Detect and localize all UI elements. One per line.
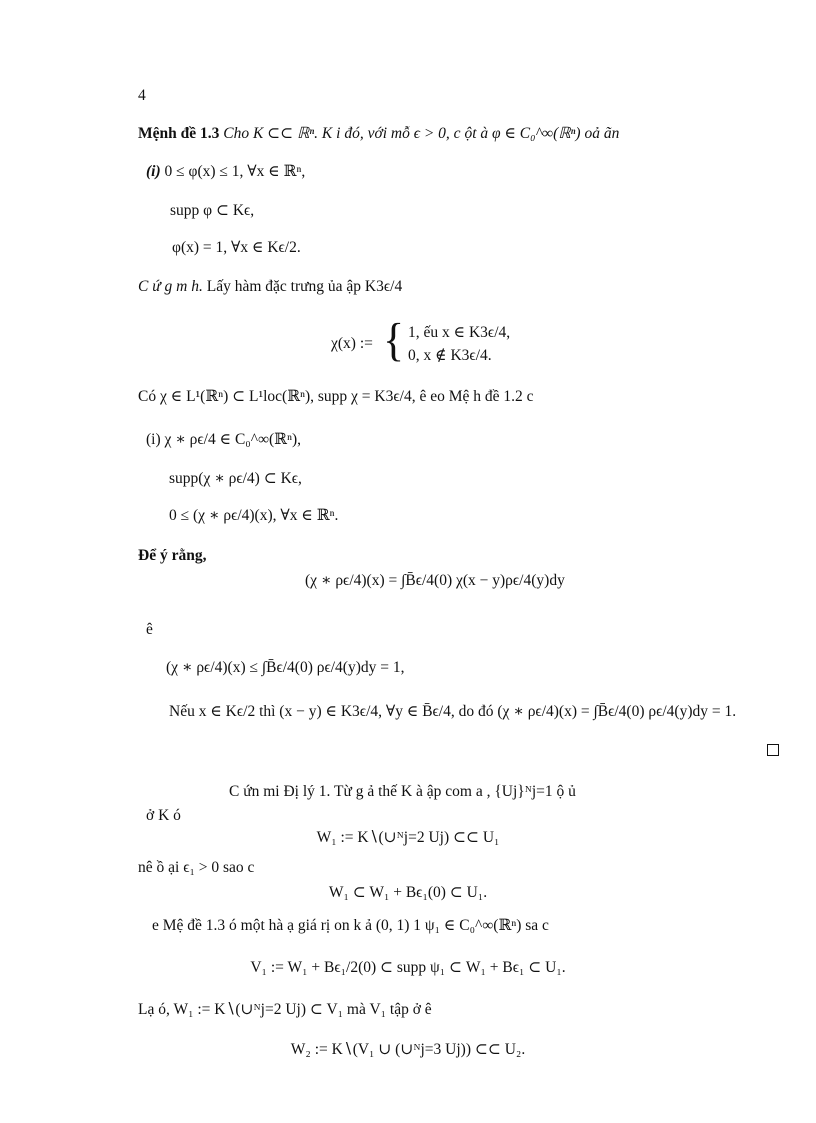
proposition-label: Mệnh đề 1.3 bbox=[138, 125, 220, 142]
theorem-proof-line-4: e Mệ đề 1.3 ó một hà ạ giá rị on k ả (0, 1) 1 ψ₁ ∈ C₀^∞(ℝⁿ) sa c bbox=[152, 917, 549, 934]
condition-iii: φ(x) = 1, ∀x ∈ Kϵ/2. bbox=[172, 239, 301, 256]
chi-case-1: 1, ếu x ∈ K3ϵ/4, bbox=[408, 324, 511, 341]
theorem-proof-heading: C ứn mi Đị lý 1. Từ g ả thế K à ập com a , {Uj}ᴺj=1 ộ ủ bbox=[229, 783, 576, 800]
theorem-proof-line-2: ở K ó bbox=[146, 807, 181, 824]
w2-definition: W₂ := K∖(V₁ ∪ (∪ᴺj=3 Uj)) ⊂⊂ U₂. bbox=[290, 1041, 526, 1058]
convolution-integral: (χ ∗ ρϵ/4)(x) = ∫B̄ϵ/4(0) χ(x − y)ρϵ/4(y)dy bbox=[305, 572, 565, 589]
theorem-proof-line-5: Lạ ó, W₁ := K∖(∪ᴺj=2 Uj) ⊂ V₁ mà V₁ tập ở ê bbox=[138, 1001, 432, 1018]
convolution-item-2: supp(χ ∗ ρϵ/4) ⊂ Kϵ, bbox=[169, 470, 302, 487]
chi-definition-lhs: χ(x) := bbox=[331, 335, 373, 352]
proposition-text: Cho K ⊂⊂ ℝⁿ. K i đó, với mỗ ϵ > 0, c ột à φ ∈ C₀^∞(ℝⁿ) oả ãn bbox=[223, 125, 620, 142]
v1-definition: V₁ := W₁ + Bϵ₁/2(0) ⊂ supp ψ₁ ⊂ W₁ + Bϵ₁ ⊂ U₁. bbox=[250, 959, 566, 976]
condition-i bbox=[146, 162, 305, 182]
page-number: 4 bbox=[138, 87, 146, 104]
bound-inequality: (χ ∗ ρϵ/4)(x) ≤ ∫B̄ϵ/4(0) ρϵ/4(y)dy = 1, bbox=[166, 659, 405, 676]
convolution-item-3: 0 ≤ (χ ∗ ρϵ/4)(x), ∀x ∈ ℝⁿ. bbox=[169, 507, 339, 524]
w1-definition: W₁ := K∖(∪ᴺj=2 Uj) ⊂⊂ U₁ bbox=[316, 829, 500, 846]
qed-square-icon bbox=[767, 744, 779, 756]
w1-inclusion: W₁ ⊂ W₁ + Bϵ₁(0) ⊂ U₁. bbox=[328, 884, 488, 901]
theorem-proof-line-3: nê ồ ại ϵ₁ > 0 sao c bbox=[138, 859, 255, 876]
convolution-item-1: (i) χ ∗ ρϵ/4 ∈ C₀^∞(ℝⁿ), bbox=[146, 431, 301, 448]
chi-case-2: 0, x ∉ K3ϵ/4. bbox=[408, 347, 492, 364]
left-brace-icon: { bbox=[383, 314, 405, 367]
if-statement: Nếu x ∈ Kϵ/2 thì (x − y) ∈ K3ϵ/4, ∀y ∈ B̄ϵ/4, do đó (χ ∗ ρϵ/4)(x) = ∫B̄ϵ/4(0) ρϵ/4(y)dy = 1. bbox=[169, 703, 737, 720]
proof-intro-text: Lấy hàm đặc trưng ủa ập K3ϵ/4 bbox=[206, 278, 403, 295]
condition-i-text: 0 ≤ φ(x) ≤ 1, ∀x ∈ ℝⁿ, bbox=[164, 163, 306, 180]
chi-properties: Có χ ∈ L¹(ℝⁿ) ⊂ L¹loc(ℝⁿ), supp χ = K3ϵ/4, ê eo Mệ h đề 1.2 c bbox=[138, 388, 534, 405]
proposition-statement bbox=[138, 124, 619, 144]
so-word: ê bbox=[146, 621, 153, 638]
note-label: Để ý rằng, bbox=[138, 547, 207, 564]
proof-intro bbox=[138, 277, 402, 297]
condition-i-label: (i) bbox=[146, 163, 161, 180]
proof-label: C ứ g m h. bbox=[138, 278, 203, 295]
condition-ii: supp φ ⊂ Kϵ, bbox=[170, 202, 255, 219]
